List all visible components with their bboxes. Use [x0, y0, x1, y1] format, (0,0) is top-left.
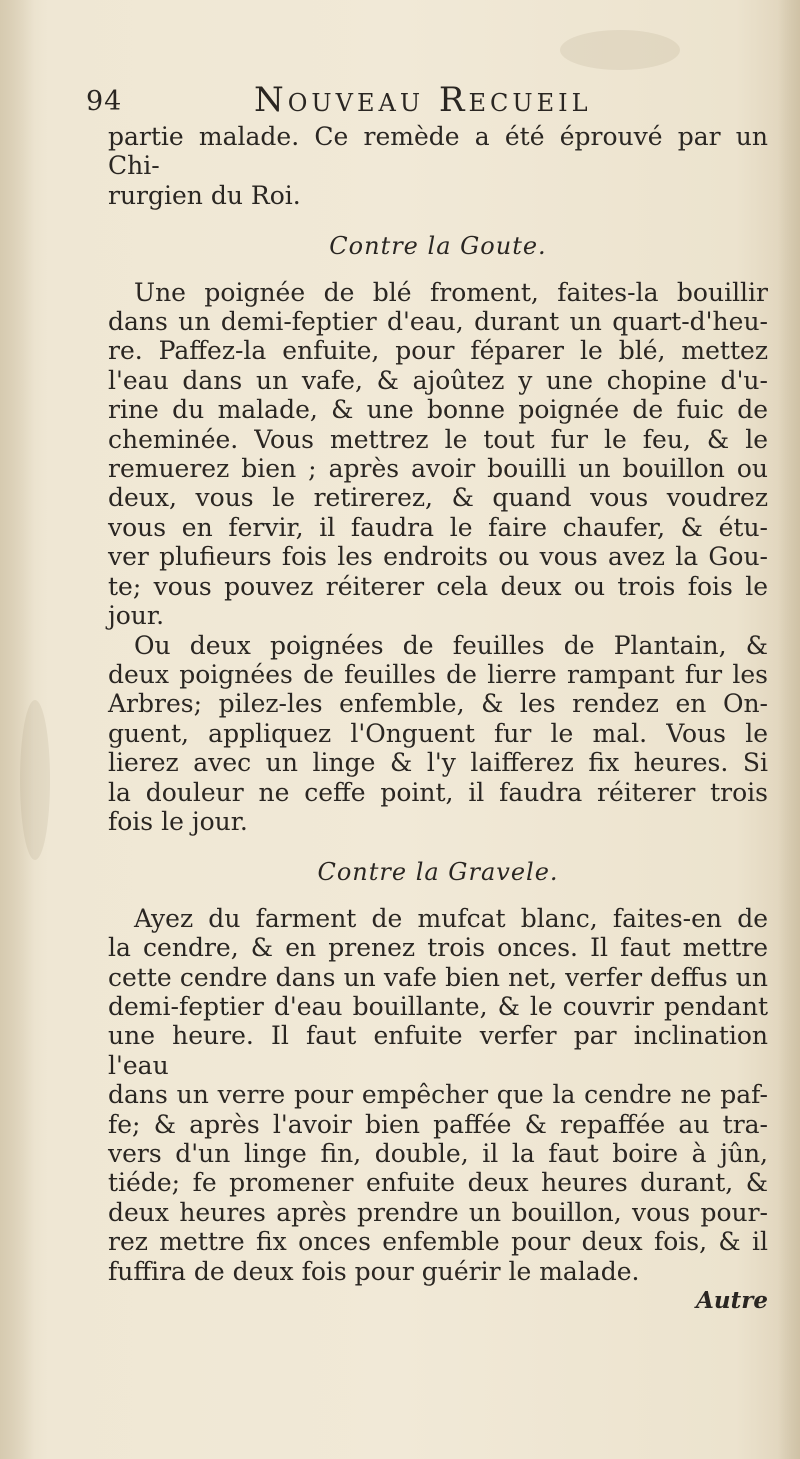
- text-line: ver plufieurs fois les endroits ou vous avez la Gou-: [108, 542, 768, 572]
- text-line: jour.: [108, 601, 165, 631]
- text-line: remuerez bien ; après avoir bouilli un bouillon ou: [108, 454, 768, 484]
- remedy-paragraph-cont: [108, 660, 768, 836]
- catchword: Autre: [696, 1287, 768, 1315]
- text-line: dans un demi-feptier d'eau, durant un quart-d'heu-: [108, 307, 768, 337]
- remedy-paragraph: [108, 631, 768, 660]
- text-line: lierez avec un linge & l'y laifferez fix heures. Si: [108, 748, 768, 778]
- text-line: rurgien du Roi.: [108, 180, 301, 210]
- text-line: l'eau dans un vafe, & ajoûtez y une chopine d'u-: [108, 365, 768, 395]
- remedy-paragraph-cont: [108, 933, 768, 1286]
- page-header: [86, 80, 786, 124]
- remedy-paragraph: [108, 904, 768, 933]
- text-line: cheminée. Vous mettrez le tout fur le feu, & le: [108, 424, 768, 454]
- text-line: tiéde; fe promener enfuite deux heures durant, &: [108, 1168, 768, 1198]
- remedy-paragraph: [108, 278, 768, 307]
- text-line: dans un verre pour empêcher que la cendre ne paf-: [108, 1080, 768, 1110]
- text-line: deux heures après prendre un bouillon, vous pour-: [108, 1197, 768, 1227]
- section-heading-gravele: Contre la Gravele.: [317, 858, 559, 887]
- text-line: fuffira de deux fois pour guérir le malade.: [108, 1256, 640, 1286]
- intro-paragraph: [108, 122, 768, 210]
- text-line: la cendre, & en prenez trois onces. Il faut mettre: [108, 933, 768, 963]
- text-line: deux poignées de feuilles de lierre rampant fur les: [108, 659, 768, 689]
- text-line: vous en fervir, il faudra le faire chaufer, & étu-: [108, 512, 768, 542]
- text-line: guent, appliquez l'Onguent fur le mal. Vous le: [108, 718, 768, 748]
- section-heading-goute: Contre la Goute.: [329, 232, 547, 261]
- text-line: fe; & après l'avoir bien paffée & repaffée au tra-: [108, 1109, 768, 1139]
- paper-stain: [560, 30, 680, 70]
- text-line: re. Paffez-la enfuite, pour féparer le blé, mettez: [108, 336, 768, 366]
- text-line: rine du malade, & une bonne poignée de fuic de: [108, 395, 768, 425]
- page-number: 94: [86, 86, 123, 117]
- text-line: te; vous pouvez réiterer cela deux ou trois fois le: [108, 571, 768, 601]
- text-line: Ayez du farment de mufcat blanc, faites-en de: [134, 903, 768, 933]
- running-title: Nouveau Recueil: [254, 80, 592, 120]
- text-line: rez mettre fix onces enfemble pour deux fois, & il: [108, 1227, 768, 1257]
- text-line: Ou deux poignées de feuilles de Plantain, &: [134, 630, 768, 660]
- page-edge-shadow: [778, 0, 800, 1459]
- paper-stain: [20, 700, 50, 860]
- text-line: fois le jour.: [108, 806, 248, 836]
- remedy-paragraph-cont: [108, 307, 768, 630]
- text-line: Arbres; pilez-les enfemble, & les rendez en On-: [108, 689, 768, 719]
- text-line: Une poignée de blé froment, faites-la bouillir: [134, 277, 768, 307]
- text-line: deux, vous le retirerez, & quand vous voudrez: [108, 483, 768, 513]
- text-line: vers d'un linge fin, double, il la faut boire à jûn,: [108, 1139, 768, 1168]
- text-line: cette cendre dans un vafe bien net, verfer deffus un: [108, 962, 768, 992]
- text-line: demi-feptier d'eau bouillante, & le couvrir pendant: [108, 991, 768, 1021]
- text-line: partie malade. Ce remède a été éprouvé par un Chi-: [108, 122, 768, 181]
- text-line: la douleur ne ceffe point, il faudra réiterer trois: [108, 777, 768, 807]
- page-body: [108, 122, 768, 1315]
- text-line: une heure. Il faut enfuite verfer par inclination l'eau: [108, 1021, 768, 1080]
